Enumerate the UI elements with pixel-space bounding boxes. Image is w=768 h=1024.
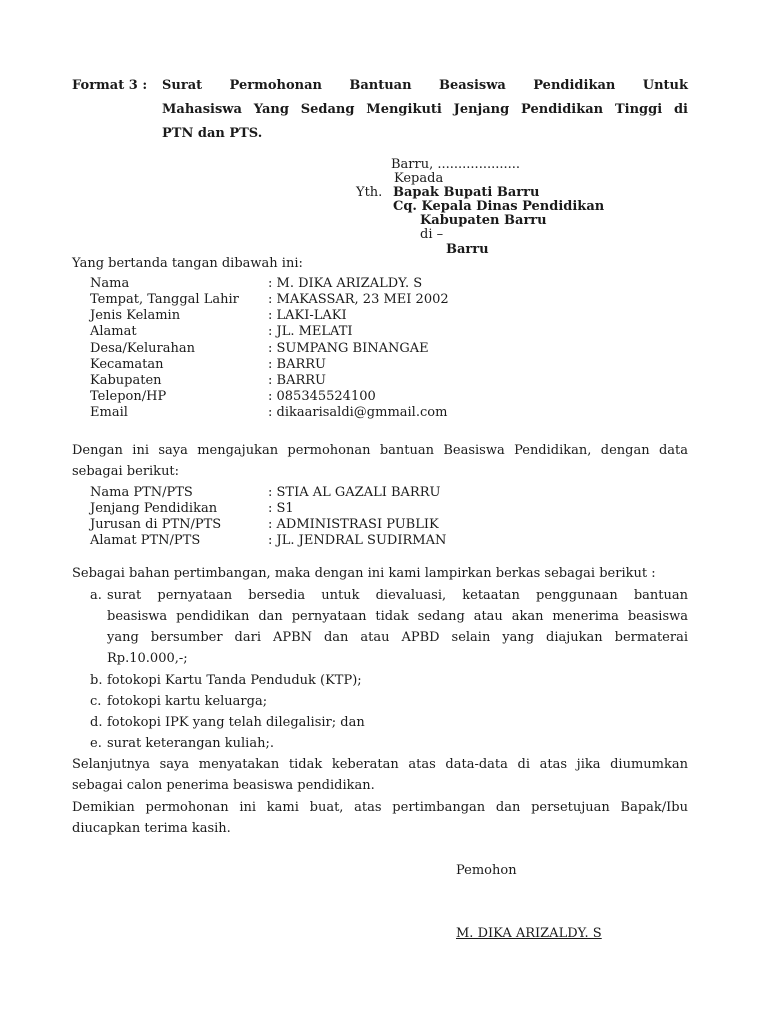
statement-line-1: Selanjutnya saya menyatakan tidak keberatan atas data-data di atas jika diumumkan [72, 757, 688, 772]
list-item-a-line-3: yang bersumber dari APBN dan atau APBD selain yang diajukan bermaterai [107, 630, 688, 645]
personal-row: Telepon/HP : 085345524100 [90, 389, 376, 404]
list-item-a-line-1: surat pernyataan bersedia untuk dievaluasi, ketaatan penggunaan bantuan [107, 588, 688, 603]
recipient-di: di – [420, 227, 444, 242]
list-item-e: surat keterangan kuliah;. [107, 736, 274, 751]
yth-label: Yth. [356, 185, 383, 200]
personal-row: Nama : M. DIKA ARIZALDY. S [90, 276, 423, 291]
title-line-1 [72, 78, 688, 93]
list-item-d: fotokopi IPK yang telah dilegalisir; dan [107, 715, 365, 730]
closing-line-2: diucapkan terima kasih. [72, 821, 231, 836]
list-item-a-line-2: beasiswa pendidikan dan pernyataan tidak sedang atau akan menerima beasiswa [107, 609, 688, 624]
title-text-3: PTN dan PTS. [162, 126, 263, 141]
list-marker: d. [90, 715, 103, 730]
list-marker: c. [90, 694, 102, 709]
request-line-2: sebagai berikut: [72, 464, 180, 479]
signature-role: Pemohon [456, 863, 517, 878]
list-item-c: fotokopi kartu keluarga; [107, 694, 268, 709]
title-line-2 [72, 102, 688, 117]
personal-row: Kabupaten : BARRU [90, 373, 326, 388]
closing-line-1: Demikian permohonan ini kami buat, atas pertimbangan dan persetujuan Bapak/Ibu [72, 800, 688, 815]
personal-row: Tempat, Tanggal Lahir : MAKASSAR, 23 MEI 2002 [90, 292, 449, 307]
recipient-kabupaten: Kabupaten Barru [420, 213, 547, 228]
recipient-city: Barru [446, 242, 489, 257]
personal-row: Alamat : JL. MELATI [90, 324, 353, 339]
attach-intro: Sebagai bahan pertimbangan, maka dengan ini kami lampirkan berkas sebagai berikut : [72, 566, 656, 581]
education-row: Jenjang Pendidikan : S1 [90, 501, 294, 516]
kepada-label: Kepada [394, 171, 444, 186]
recipient: Bapak Bupati Barru [393, 185, 540, 200]
signature-name: M. DIKA ARIZALDY. S [456, 926, 602, 941]
list-marker: a. [90, 588, 102, 603]
personal-row: Email : dikaarisaldi@gmmail.com [90, 405, 690, 420]
list-marker: b. [90, 673, 103, 688]
list-marker: e. [90, 736, 102, 751]
format-prefix: Format 3 : [72, 78, 148, 93]
list-item-b: fotokopi Kartu Tanda Penduduk (KTP); [107, 673, 362, 688]
place-date: Barru, .................... [391, 157, 521, 172]
recipient-cq: Cq. Kepala Dinas Pendidikan [393, 199, 605, 214]
title-text-2: Mahasiswa Yang Sedang Mengikuti Jenjang Pendidikan Tinggi di [162, 102, 688, 117]
personal-row: Kecamatan : BARRU [90, 357, 326, 372]
title-text-1: Surat Permohonan Bantuan Beasiswa Pendidikan Untuk [162, 78, 688, 93]
education-row: Nama PTN/PTS : STIA AL GAZALI BARRU [90, 485, 441, 500]
list-item-a-line-4: Rp.10.000,-; [107, 651, 188, 666]
email-value: : dikaarisaldi@gmmail.com [268, 405, 448, 420]
request-line-1: Dengan ini saya mengajukan permohonan bantuan Beasiswa Pendidikan, dengan data [72, 443, 688, 458]
personal-row: Desa/Kelurahan : SUMPANG BINANGAE [90, 341, 429, 356]
intro-text: Yang bertanda tangan dibawah ini: [72, 256, 303, 271]
personal-row: Jenis Kelamin : LAKI-LAKI [90, 308, 347, 323]
statement-line-2: sebagai calon penerima beasiswa pendidikan. [72, 778, 375, 793]
education-row: Alamat PTN/PTS : JL. JENDRAL SUDIRMAN [90, 533, 447, 548]
education-row: Jurusan di PTN/PTS : ADMINISTRASI PUBLIK [90, 517, 439, 532]
title-line-3 [72, 126, 688, 141]
